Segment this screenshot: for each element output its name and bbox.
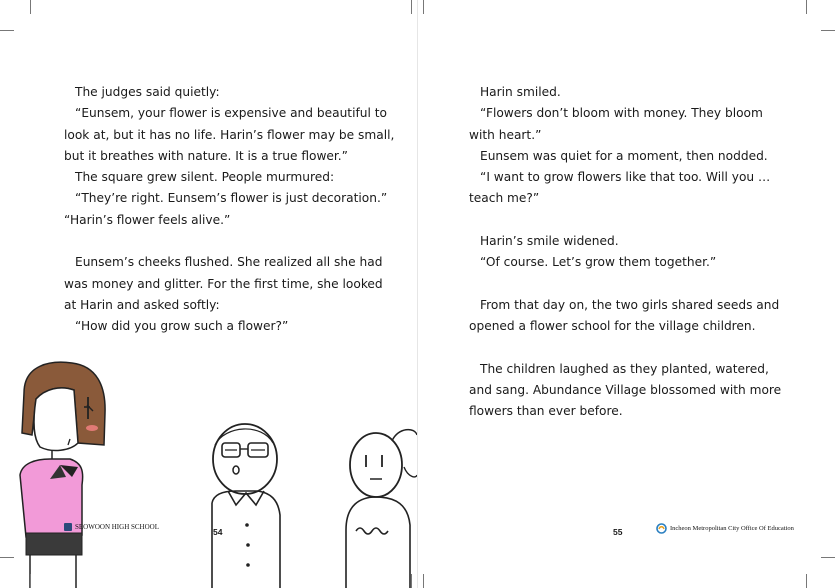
paragraph-line: “They’re right. Eunsem’s flower is just decoration.” xyxy=(75,191,388,206)
paragraph-line: Harin smiled. xyxy=(480,85,561,99)
paragraph-line: The square grew silent. People murmured: xyxy=(75,170,335,185)
page-number-right: 55 xyxy=(613,527,623,537)
crop-mark xyxy=(806,574,807,588)
paragraph-line: “Flowers don’t bloom with money. They bloom xyxy=(480,106,763,121)
crop-mark xyxy=(806,0,807,14)
paragraph-line: “Eunsem, your flower is expensive and beautiful to xyxy=(75,106,387,121)
crop-mark xyxy=(30,0,31,14)
crop-mark xyxy=(821,30,835,31)
paragraph-line: flowers than ever before. xyxy=(469,404,623,419)
crop-mark xyxy=(0,557,14,558)
paragraph-line: look at, but it has no life. Harin’s flower may be small, xyxy=(64,127,395,142)
paragraph-line: Harin’s smile widened. xyxy=(480,234,619,249)
paragraph-line: Eunsem’s cheeks flushed. She realized all she had xyxy=(75,255,383,270)
paragraph-line: and sang. Abundance Village blossomed with more xyxy=(469,383,782,398)
page-number-left: 54 xyxy=(213,527,223,537)
crop-mark xyxy=(411,0,412,14)
crop-mark xyxy=(423,574,424,588)
crop-mark xyxy=(30,574,31,588)
paragraph-line: “How did you grow such a flower?” xyxy=(75,319,289,334)
paragraph-line: From that day on, the two girls shared seeds and xyxy=(480,297,780,312)
paragraph-line: teach me?” xyxy=(469,191,540,206)
paragraph-line: “Harin’s flower feels alive.” xyxy=(64,212,231,227)
crop-mark xyxy=(821,557,835,558)
office-footer xyxy=(656,523,794,534)
paragraph-line: “I want to grow flowers like that too. Will you … xyxy=(480,170,771,185)
paragraph-line: with heart.” xyxy=(469,127,542,142)
office-name: Incheon Metropolitan City Office Of Education xyxy=(670,525,794,532)
crop-mark xyxy=(411,574,412,588)
girl-figure xyxy=(20,362,105,588)
paragraph-line: The children laughed as they planted, watered, xyxy=(480,361,769,376)
paragraph-line: Eunsem was quiet for a moment, then nodded. xyxy=(480,148,768,163)
child-figure xyxy=(346,430,417,588)
school-name: SEOWOON HIGH SCHOOL xyxy=(75,523,159,531)
paragraph-line: The judges said quietly: xyxy=(75,85,220,99)
boy-with-glasses-figure xyxy=(212,424,280,588)
school-footer xyxy=(64,523,159,531)
school-logo-icon xyxy=(64,523,72,531)
office-logo-icon xyxy=(656,523,667,534)
illustration xyxy=(0,355,417,588)
paragraph-line: was money and glitter. For the first time, she looked xyxy=(64,276,383,291)
paragraph-line: “Of course. Let’s grow them together.” xyxy=(480,255,717,270)
paragraph-line: opened a flower school for the village children. xyxy=(469,319,756,334)
left-page xyxy=(0,0,417,588)
right-page-text xyxy=(469,82,782,423)
left-page-text xyxy=(64,82,395,338)
crop-mark xyxy=(0,30,14,31)
paragraph-line: but it breathes with nature. It is a true flower.” xyxy=(64,148,349,163)
crop-mark xyxy=(423,0,424,14)
right-page xyxy=(418,0,835,588)
paragraph-line: at Harin and asked softly: xyxy=(64,297,220,312)
